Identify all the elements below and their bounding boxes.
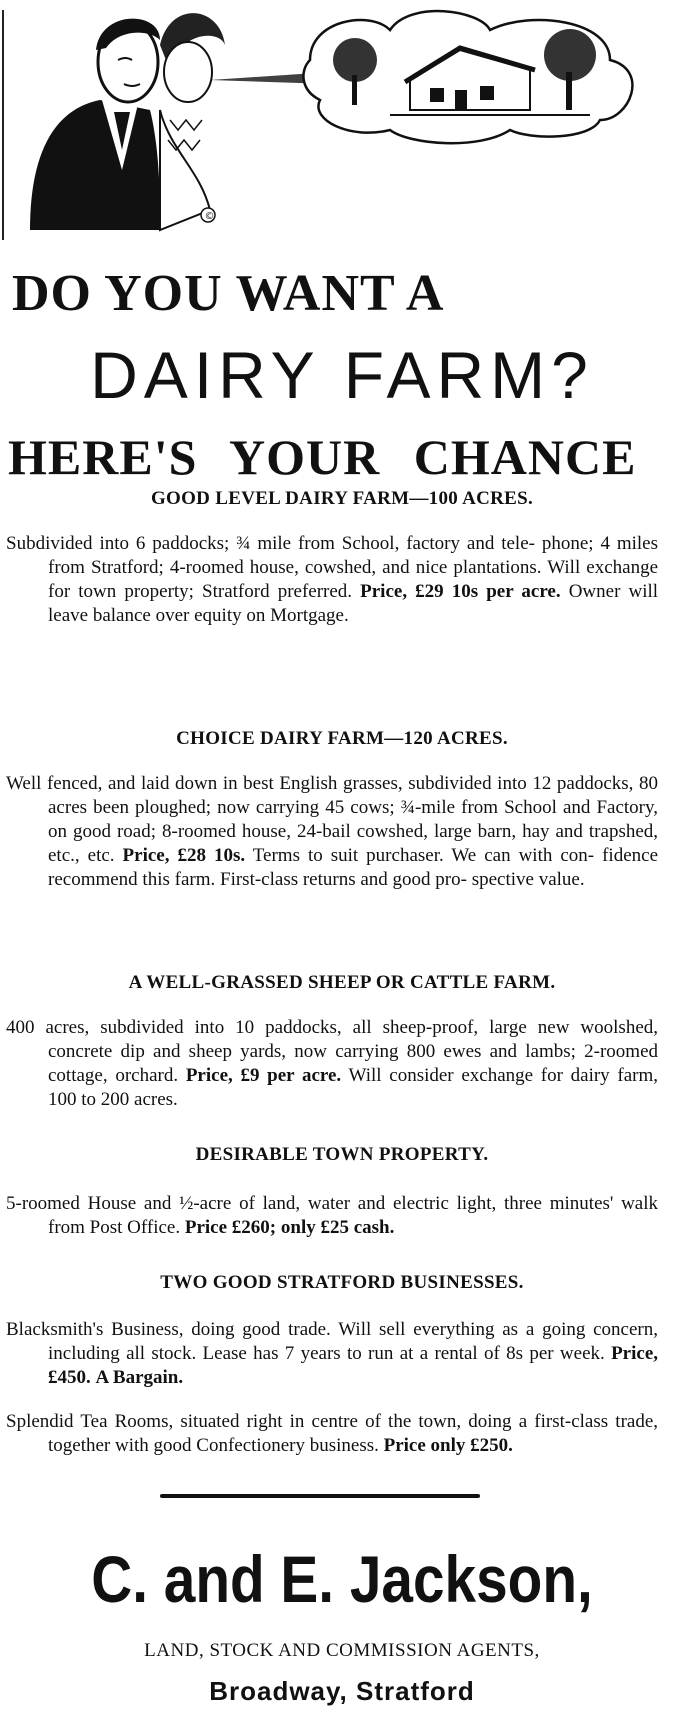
text-line: Subdivided into 6 paddocks; ¾ mile from School, factory and tele- [6,533,535,554]
text-line: Well fenced, and laid down in best English grasses, subdivided into [6,773,527,794]
price-text: Price, £28 10s. [122,845,246,866]
text-line: preferred. [277,581,353,602]
text-line: 400 acres, subdivided into 10 paddocks, all sheep-proof, large new [6,1017,570,1038]
text-line: Will consider exchange for dairy farm, 100 to 200 acres. [48,1065,659,1110]
text-line: nice plantations. Will exchange for town property; Stratford [48,557,659,602]
section-body-sheep-cattle-farm [6,1016,658,1112]
address-line: Broadway, Stratford [209,1676,475,1706]
section-title-good-level-dairy-farm: GOOD LEVEL DAIRY FARM—100 ACRES. [150,488,534,509]
section-body-blacksmith [6,1318,658,1390]
section-title-sheep-cattle-farm: A WELL-GRASSED SHEEP OR CATTLE FARM. [128,972,556,993]
text-line: woolshed, concrete dip and sheep yards, now carrying 800 ewes [48,1017,658,1062]
section-title-stratford-businesses: TWO GOOD STRATFORD BUSINESSES. [160,1272,524,1293]
text-line: at a rental of 8s per week. [399,1343,605,1364]
text-line: Terms to suit purchaser. We can with con- [252,845,595,866]
text-line: spective value. [471,869,585,890]
text-line: over equity on Mortgage. [155,605,349,626]
firm-name: C. and E. Jackson, [91,1542,593,1616]
text-line: Blacksmith's Business, doing good trade. Will sell everything as a [6,1319,535,1340]
text-line: 12 paddocks, 80 acres been ploughed; now carrying 45 cows; [48,773,659,818]
headline-line3: HERE'S YOUR CHANCE [8,429,637,485]
section-body-tea-rooms [6,1410,658,1458]
text-line: ¾-mile from School and Factory, on good road; 8-roomed [48,797,659,842]
price-text: Price, £9 per acre. [185,1065,342,1086]
text-line: Splendid Tea Rooms, situated right in centre of the town, doing a [6,1411,528,1432]
agents-line: LAND, STOCK AND COMMISSION AGENTS, [144,1640,540,1661]
text-line: Owner will leave balance [48,581,659,626]
text-line: house, 24-bail cowshed, large barn, hay and trapshed, etc., etc. [48,821,659,866]
price-text: Price, £450. [48,1343,659,1388]
couple-dreaming-of-farmhouse-icon [10,0,670,240]
text-line: and lambs; 2-roomed cottage, orchard. [48,1041,659,1086]
section-body-good-level-dairy-farm [6,532,658,628]
section-body-choice-dairy-farm [6,772,658,892]
text-line: 5-roomed House and ½-acre of land, water and electric light, three [6,1193,542,1214]
section-title-town-property: DESIRABLE TOWN PROPERTY. [195,1144,489,1165]
text-line: fidence recommend this farm. First-class returns and good pro- [48,845,659,890]
price-text: Price £260; only £25 cash. [184,1217,395,1238]
bargain-text: A Bargain. [95,1367,184,1388]
text-line: phone; 4 miles from Stratford; 4-roomed house, cowshed, and [48,533,659,578]
headline-line1: DO YOU WANT A [12,265,445,322]
text-line: going concern, including all stock. Lease has 7 years to run [48,1319,658,1364]
section-body-town-property [6,1192,658,1240]
text-line: minutes' walk from Post Office. [48,1193,659,1238]
text-line: first-class trade, together with good Confectionery business. [48,1411,659,1456]
section-title-choice-dairy-farm: CHOICE DAIRY FARM—120 ACRES. [176,728,508,749]
divider-rule [160,1494,480,1498]
headline-line2: DAIRY FARM? [90,338,594,412]
price-text: Price, £29 10s per acre. [360,581,561,602]
price-text: Price only £250. [383,1435,513,1456]
border-line [2,10,4,240]
svg-text:©: © [204,211,215,222]
